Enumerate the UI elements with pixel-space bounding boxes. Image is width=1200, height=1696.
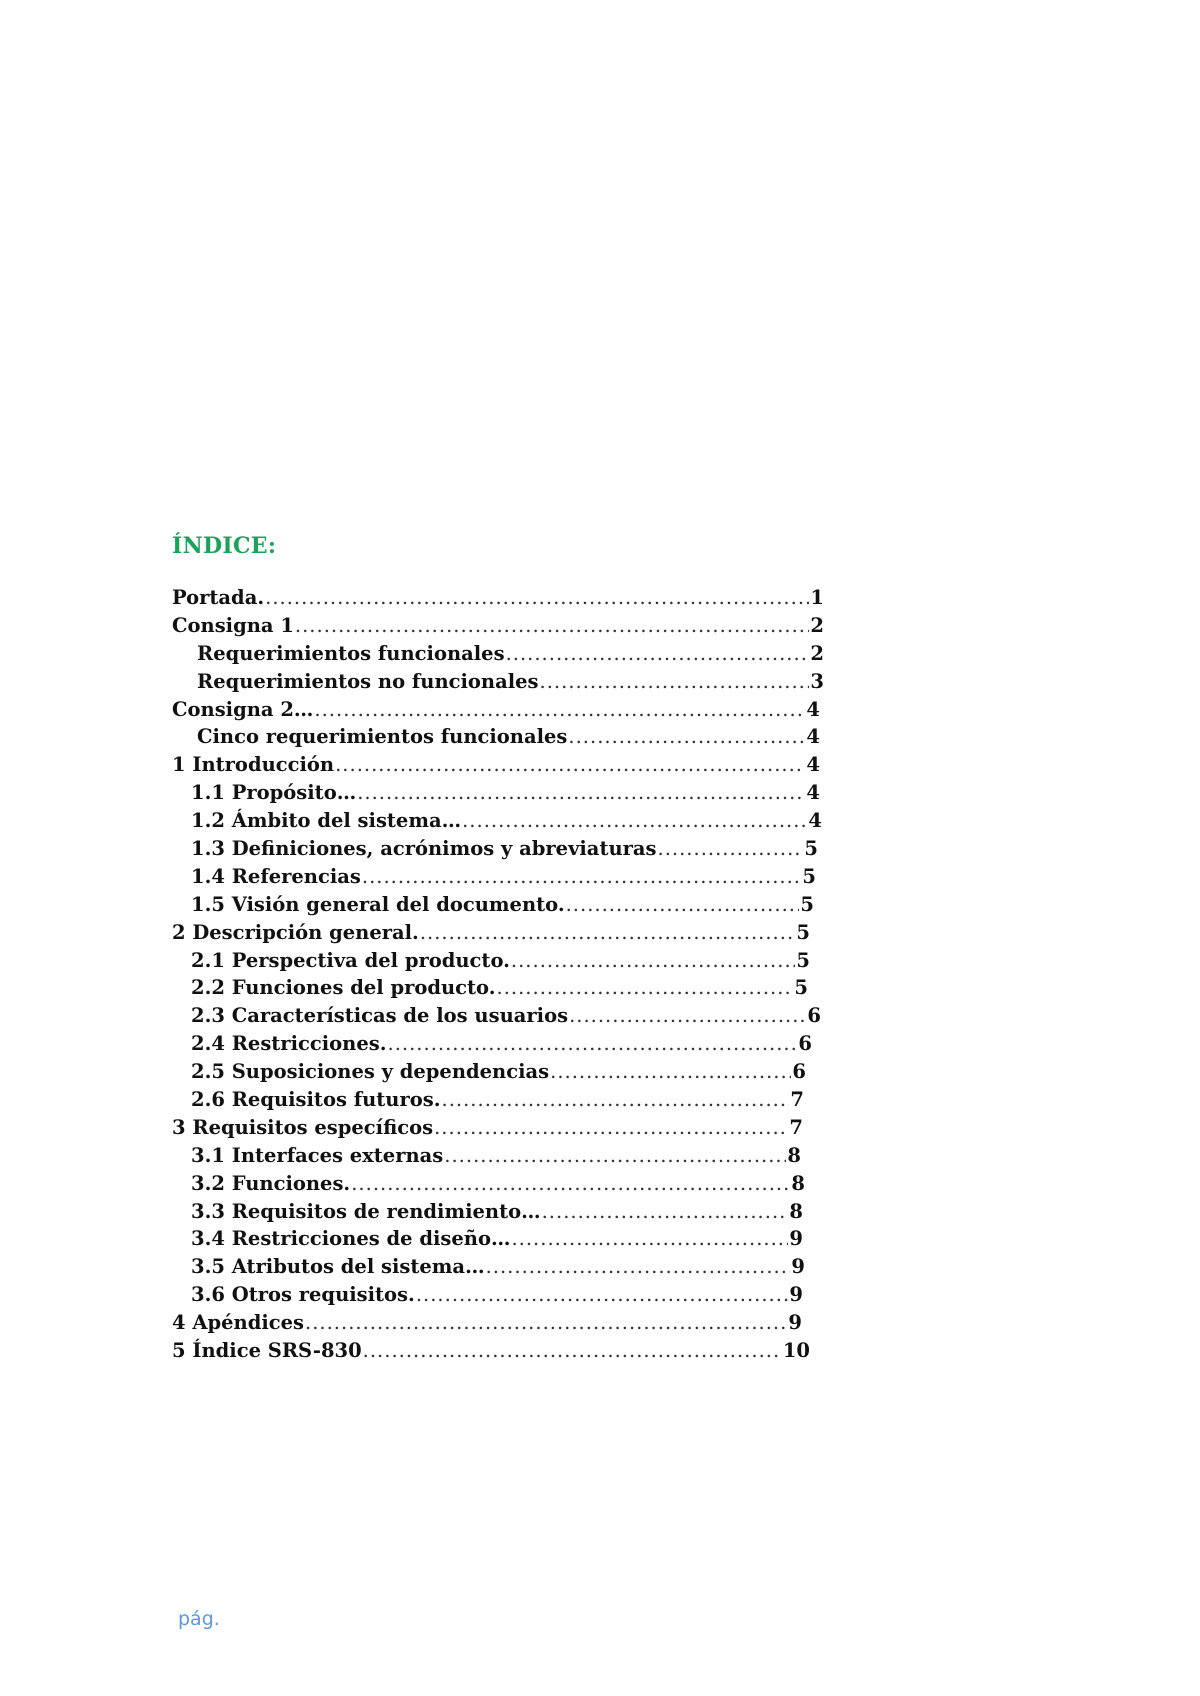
page-footer-label: pág. <box>178 1608 220 1630</box>
toc-entry[interactable] <box>172 1281 822 1309</box>
toc-dot-leader <box>416 1281 789 1309</box>
toc-entry-label: 2.2 Funciones del producto. <box>191 976 496 1000</box>
toc-entry[interactable] <box>172 584 822 612</box>
toc-entry-page-number: 6 <box>807 1004 821 1028</box>
toc-entry[interactable] <box>172 807 822 835</box>
toc-entry-label: 2.4 Restricciones. <box>191 1032 387 1056</box>
toc-dot-leader <box>658 835 804 863</box>
toc-dot-leader <box>295 612 810 640</box>
toc-entry-label: 3.4 Restricciones de diseño… <box>191 1227 511 1251</box>
toc-entry[interactable] <box>172 640 822 668</box>
toc-dot-leader <box>569 1002 806 1030</box>
toc-entry-page-number: 6 <box>798 1032 812 1056</box>
toc-entry-label: 2.1 Perspectiva del producto. <box>191 948 510 972</box>
toc-entry-page-number: 5 <box>800 892 814 916</box>
toc-dot-leader <box>388 1030 798 1058</box>
toc-entry[interactable] <box>172 1198 822 1226</box>
toc-entry-label: 3.2 Funciones. <box>191 1171 351 1195</box>
toc-entry[interactable] <box>172 1114 822 1142</box>
toc-entry-label: Consigna 2… <box>172 697 314 721</box>
toc-entry[interactable] <box>172 1030 822 1058</box>
toc-entry-page-number: 4 <box>806 753 820 777</box>
toc-entry-page-number: 8 <box>789 1199 803 1223</box>
toc-dot-leader <box>566 891 800 919</box>
toc-dot-leader <box>486 1253 791 1281</box>
toc-entry-page-number: 4 <box>806 781 820 805</box>
toc-entry-label: 2.3 Características de los usuarios <box>191 1004 569 1028</box>
toc-dot-leader <box>506 640 810 668</box>
toc-entry[interactable] <box>172 779 822 807</box>
toc-entry-page-number: 8 <box>787 1143 801 1167</box>
toc-dot-leader <box>351 1170 790 1198</box>
toc-entry[interactable] <box>172 919 822 947</box>
toc-entry[interactable] <box>172 723 822 751</box>
toc-entry[interactable] <box>172 696 822 724</box>
toc-entry[interactable] <box>172 1142 822 1170</box>
toc-dot-leader <box>420 919 796 947</box>
toc-entry[interactable] <box>172 1170 822 1198</box>
toc-dot-leader <box>357 779 805 807</box>
toc-entry-page-number: 10 <box>782 1339 810 1363</box>
toc-entry[interactable] <box>172 863 822 891</box>
toc-entry[interactable] <box>172 835 822 863</box>
toc-entry-label: Requerimientos funcionales <box>197 641 505 665</box>
toc-dot-leader <box>265 584 809 612</box>
toc-heading: ÍNDICE: <box>172 533 277 559</box>
toc-entry-page-number: 5 <box>796 948 810 972</box>
toc-entry-label: 3.3 Requisitos de rendimiento… <box>191 1199 541 1223</box>
toc-entry-page-number: 5 <box>802 864 816 888</box>
toc-entry-label: 3.5 Atributos del sistema… <box>191 1255 485 1279</box>
toc-entry[interactable] <box>172 1309 822 1337</box>
toc-entry-page-number: 9 <box>791 1255 805 1279</box>
toc-entry-page-number: 1 <box>810 586 824 609</box>
toc-entry-label: Cinco requerimientos funcionales <box>197 725 568 749</box>
toc-entry-page-number: 7 <box>789 1115 803 1139</box>
toc-entry-label: 2.5 Suposiciones y dependencias <box>191 1060 550 1084</box>
toc-entry-page-number: 2 <box>810 641 824 665</box>
table-of-contents <box>172 584 822 1365</box>
toc-dot-leader <box>442 1086 790 1114</box>
toc-entry-label: Consigna 1 <box>172 613 294 637</box>
toc-dot-leader <box>511 1225 788 1253</box>
toc-entry-page-number: 4 <box>806 725 820 749</box>
toc-entry-page-number: 9 <box>788 1311 802 1335</box>
toc-entry[interactable] <box>172 668 822 696</box>
toc-entry-page-number: 5 <box>804 837 818 861</box>
toc-entry-label: Portada. <box>172 586 265 609</box>
toc-entry-label: 1.1 Propósito… <box>191 781 357 805</box>
toc-entry[interactable] <box>172 1002 822 1030</box>
toc-entry-label: 2 Descripción general. <box>172 920 419 944</box>
toc-entry[interactable] <box>172 1225 822 1253</box>
toc-entry-label: 2.6 Requisitos futuros. <box>191 1088 441 1112</box>
toc-entry[interactable] <box>172 947 822 975</box>
toc-dot-leader <box>363 1337 782 1365</box>
toc-dot-leader <box>335 751 805 779</box>
toc-entry-page-number: 5 <box>794 976 808 1000</box>
toc-entry-page-number: 2 <box>810 613 824 637</box>
toc-entry-page-number: 9 <box>789 1283 803 1307</box>
toc-entry-page-number: 9 <box>789 1227 803 1251</box>
toc-entry-label: 1.2 Ámbito del sistema… <box>191 809 462 833</box>
toc-dot-leader <box>314 696 805 724</box>
toc-dot-leader <box>362 863 802 891</box>
toc-entry-page-number: 6 <box>792 1060 806 1084</box>
toc-entry-page-number: 4 <box>808 809 822 833</box>
toc-dot-leader <box>305 1309 787 1337</box>
toc-entry-page-number: 8 <box>791 1171 805 1195</box>
toc-entry[interactable] <box>172 751 822 779</box>
toc-dot-leader <box>550 1058 791 1086</box>
toc-entry-label: 4 Apéndices <box>172 1311 305 1335</box>
toc-dot-leader <box>462 807 807 835</box>
toc-entry[interactable] <box>172 1337 822 1365</box>
toc-entry[interactable] <box>172 891 822 919</box>
toc-entry-label: 3.1 Interfaces externas <box>191 1143 444 1167</box>
toc-dot-leader <box>434 1114 788 1142</box>
toc-entry[interactable] <box>172 1086 822 1114</box>
toc-dot-leader <box>542 1198 789 1226</box>
toc-entry-label: 3 Requisitos específicos <box>172 1115 434 1139</box>
toc-entry-label: 1 Introducción <box>172 753 335 777</box>
toc-entry[interactable] <box>172 974 822 1002</box>
toc-dot-leader <box>568 723 805 751</box>
toc-dot-leader <box>540 668 810 696</box>
toc-dot-leader <box>511 947 796 975</box>
toc-entry[interactable] <box>172 612 822 640</box>
toc-entry-label: 1.5 Visión general del documento. <box>191 892 565 916</box>
toc-entry-label: 5 Índice SRS-830 <box>172 1339 362 1363</box>
toc-dot-leader <box>444 1142 786 1170</box>
toc-entry-label: 1.3 Definiciones, acrónimos y abreviaturas <box>191 837 657 861</box>
toc-entry-label: Requerimientos no funcionales <box>197 669 539 693</box>
toc-entry-page-number: 3 <box>810 669 824 693</box>
toc-entry-label: 1.4 Referencias <box>191 864 361 888</box>
toc-entry-label: 3.6 Otros requisitos. <box>191 1283 415 1307</box>
toc-entry[interactable] <box>172 1058 822 1086</box>
toc-entry-page-number: 4 <box>806 697 820 721</box>
toc-dot-leader <box>497 974 794 1002</box>
toc-entry-page-number: 7 <box>790 1088 804 1112</box>
toc-entry[interactable] <box>172 1253 822 1281</box>
toc-entry-page-number: 5 <box>796 920 810 944</box>
